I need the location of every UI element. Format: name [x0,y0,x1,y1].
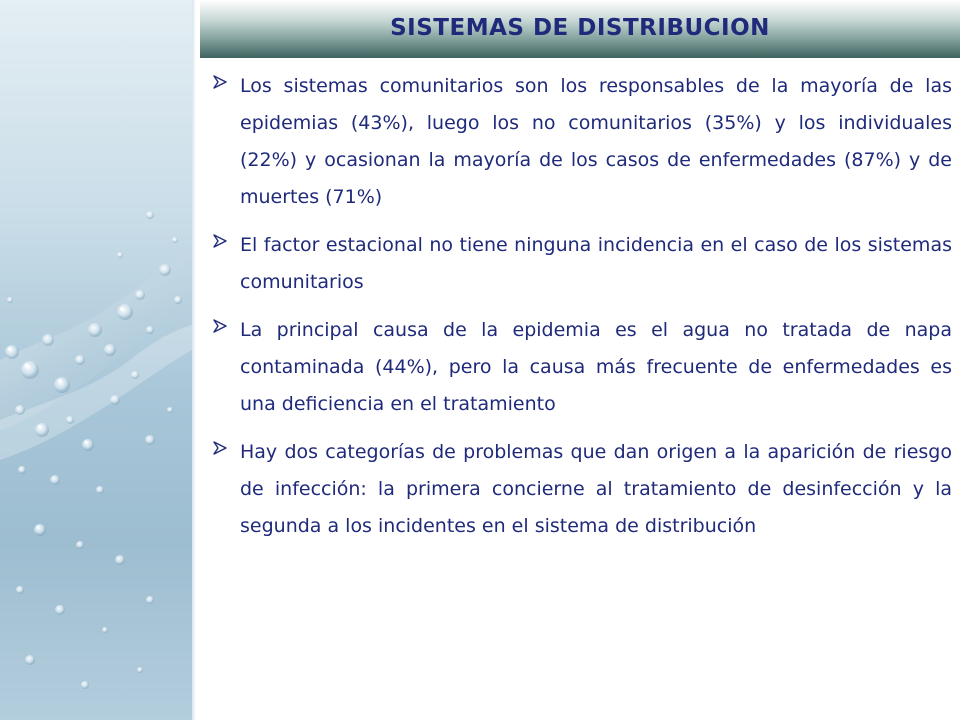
bullet-item-3 [210,312,952,423]
bullet-text: Los sistemas comunitarios son los responsables de la mayoría de las epidemias (43%), luego los no comunitarios (35%) y los individuales (22%) y ocasionan la mayoría de los casos de enfermedades (87%) y de muertes (71%) [240,75,952,208]
arrowhead-bullet-icon [213,75,227,89]
bullet-text: El factor estacional no tiene ninguna incidencia en el caso de los sistemas comunitarios [240,234,952,293]
bullet-list [210,68,952,556]
arrowhead-bullet-icon [213,441,227,455]
bullet-item-4 [210,434,952,545]
water-droplets-decoration [0,0,192,720]
bullet-item-1 [210,68,952,216]
sidebar-divider [192,0,196,720]
arrowhead-bullet-icon [213,234,227,248]
bullet-text: La principal causa de la epidemia es el agua no tratada de napa contaminada (44%), pero la causa más frecuente de enfermedades es una deficiencia en el tratamiento [240,319,952,415]
slide-title: SISTEMAS DE DISTRIBUCION [390,15,770,41]
bullet-text: Hay dos categorías de problemas que dan origen a la aparición de riesgo de infección: la primera concierne al tratamiento de desinfección y la segunda a los incidentes en el sistema de distribución [240,441,952,537]
bullet-item-2 [210,227,952,301]
arrowhead-bullet-icon [213,319,227,333]
title-bar [200,0,960,58]
water-splash-image [0,0,192,720]
